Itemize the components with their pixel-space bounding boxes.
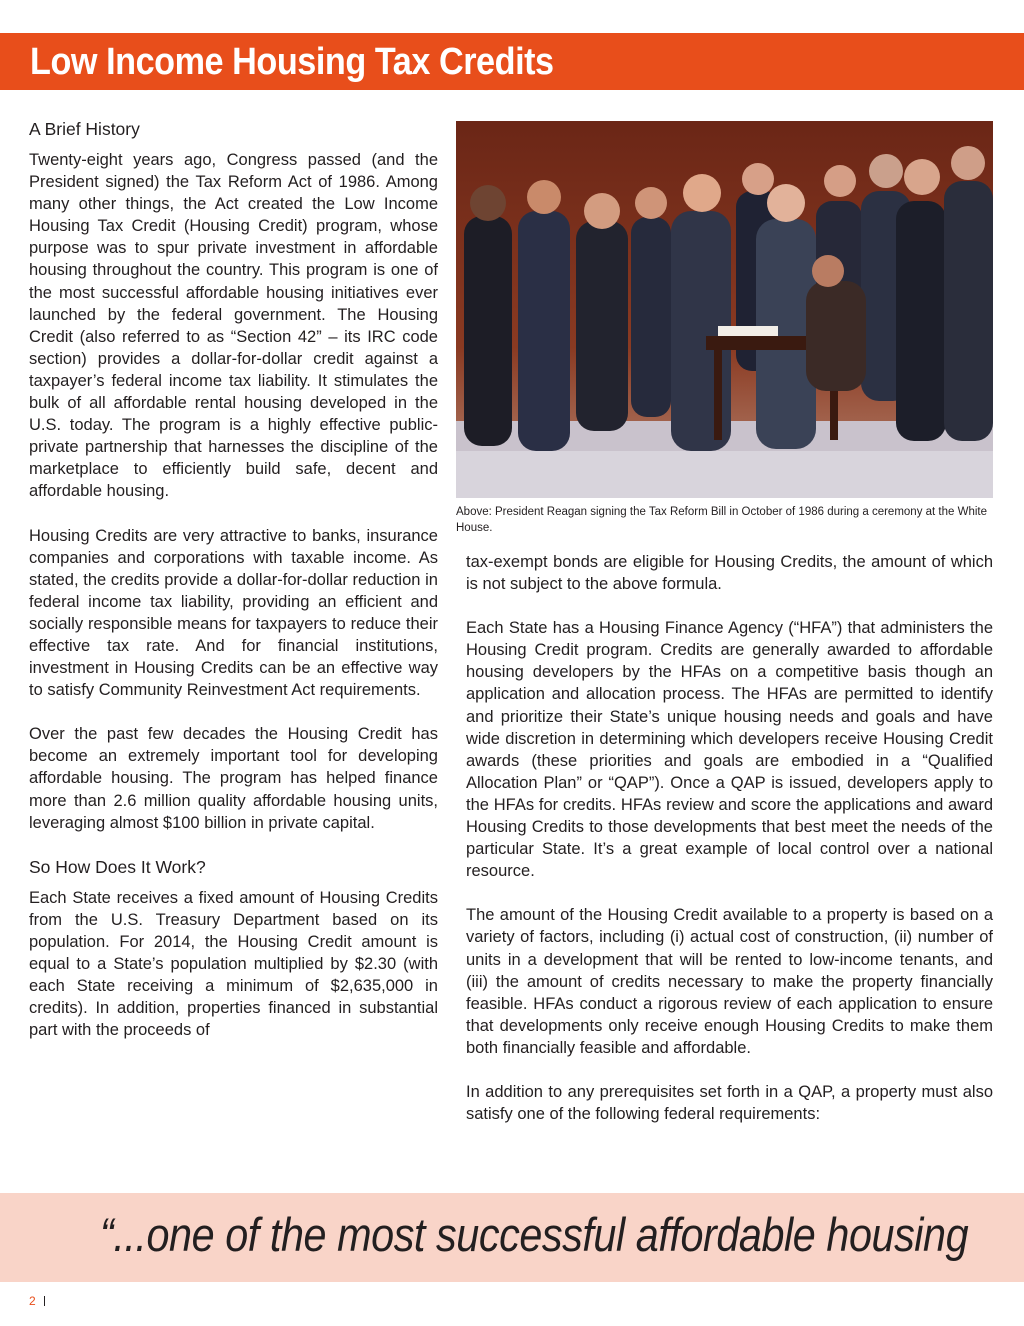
- history-paragraph-3: Over the past few decades the Housing Credit has become an extremely important tool for developing affordable housing. The program has helped finance more than 2.6 million quality affordable housing units, leveraging almost $100 billion in private capital.: [29, 725, 438, 832]
- pull-quote: “...one of the most successful affordable housing: [100, 1208, 969, 1261]
- left-column: [29, 118, 438, 1063]
- title-banner: [0, 33, 1024, 90]
- right-paragraph-1: tax-exempt bonds are eligible for Housing Credits, the amount of which is not subject to the above formula.: [466, 553, 993, 594]
- photo-caption: Above: President Reagan signing the Tax Reform Bill in October of 1986 during a ceremony at the White House.: [456, 506, 987, 534]
- right-paragraph-3: The amount of the Housing Credit available to a property is based on a variety of factors, including (i) actual cost of construction, (ii) number of units in a development that will be rented to low-income tenants, and (iii) the amount of credits necessary to make the property financially feasible. HFAs conduct a rigorous review of each application to ensure that developments only receive enough Housing Credits to make them both financially feasible and affordable.: [466, 906, 993, 1057]
- page-title: Low Income Housing Tax Credits: [30, 41, 554, 83]
- signing-ceremony-photo: [456, 121, 993, 498]
- footer-divider: [44, 1296, 45, 1306]
- how-it-works-paragraph: Each State receives a fixed amount of Housing Credits from the U.S. Treasury Department based on its population. For 2014, the Housing Credit amount is equal to a State’s population multiplied by $2.30 (with each State receiving a minimum of $2,635,000 in credits). In addition, properties financed in substantial part with the proceeds of: [29, 888, 438, 1040]
- right-paragraph-4: In addition to any prerequisites set forth in a QAP, a property must also satisfy one of the following federal requirements:: [466, 1082, 993, 1124]
- page-number: 2: [29, 1294, 36, 1308]
- section-heading-how-it-works: So How Does It Work?: [29, 856, 206, 877]
- photo-illustration: [456, 121, 993, 498]
- page-footer: [29, 1294, 45, 1308]
- history-paragraph-1: Twenty-eight years ago, Congress passed (and the President signed) the Tax Reform Act of 1986. Among many other things, the Act created the Low Income Housing Tax Credit (Housing Credit) program, whose purpose was to spur private investment in affordable housing throughout the country. This program is one of the most successful affordable housing initiatives ever launched by the federal government. The Housing Credit (also referred to as “Section 42” – its IRC code section) provides a dollar-for-dollar credit against a taxpayer’s federal income tax liability. It stimulates the bulk of all affordable rental housing developed in the U.S. today. The program is a highly effective public-private partnership that harnesses the discipline of the marketplace to efficiently build safe, decent and affordable housing.: [29, 151, 438, 501]
- pull-quote-band: [0, 1193, 1024, 1282]
- right-column: [466, 551, 993, 1147]
- right-paragraph-2: Each State has a Housing Finance Agency (“HFA”) that administers the Housing Credit program. Credits are generally awarded to affordable housing developers by the HFAs on a competitive basis though an application and allocation process. The HFAs are permitted to identify and prioritize their State’s unique housing needs and goals and have wide discretion in determining which developers receive Housing Credit awards (these priorities and goals are embodied in a “Qualified Allocation Plan” or “QAP”). Once a QAP is issued, developers apply to the HFAs for credits. HFAs review and score the applications and award Housing Credits to those developments that best meet the needs of the particular State. It’s a great example of local control over a national resource.: [466, 619, 993, 881]
- history-paragraph-2: Housing Credits are very attractive to banks, insurance companies and corporations with taxable income. As stated, the credits provide a dollar-for-dollar reduction in federal income tax liability, providing an efficient and socially responsible means for taxpayers to reduce their effective tax rate. And for financial institutions, investment in Housing Credits can be an effective way to satisfy Community Reinvestment Act requirements.: [29, 526, 438, 700]
- section-heading-history: A Brief History: [29, 119, 140, 139]
